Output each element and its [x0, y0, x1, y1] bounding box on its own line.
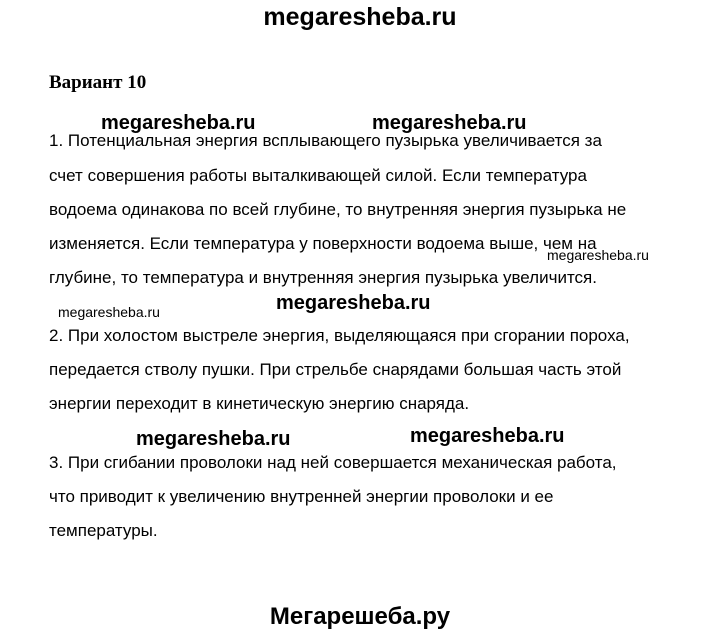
answer-3-line-3: температуры. — [49, 521, 158, 540]
answer-1-line-3: водоема одинакова по всей глубине, то внутренняя энергия пузырька не — [49, 200, 627, 219]
watermark: megaresheba.ru — [136, 428, 291, 450]
watermark: megaresheba.ru — [372, 112, 527, 134]
answer-2-line-1: 2. При холостом выстреле энергия, выделяющаяся при сгорании пороха, — [49, 326, 630, 345]
answer-3-line-1: 3. При сгибании проволоки над ней совершается механическая работа, — [49, 453, 617, 472]
watermark: megaresheba.ru — [276, 292, 431, 314]
answer-3-line-2: что приводит к увеличению внутренней энергии проволоки и ее — [49, 487, 554, 506]
watermark: megaresheba.ru — [410, 425, 565, 447]
site-footer-logo: Мегарешеба.ру — [269, 603, 451, 630]
site-header-logo: megaresheba.ru — [263, 3, 457, 31]
watermark: megaresheba.ru — [58, 304, 160, 320]
answer-1-line-5: глубине, то температура и внутренняя энергия пузырька увеличится. — [49, 268, 597, 287]
watermark: megaresheba.ru — [101, 112, 256, 134]
answer-1-line-1: 1. Потенциальная энергия всплывающего пузырька увеличивается за — [49, 131, 602, 150]
answer-1-line-4: изменяется. Если температура у поверхности водоема выше, чем на — [49, 234, 597, 253]
watermark: megaresheba.ru — [547, 247, 649, 263]
variant-title: Вариант 10 — [49, 72, 147, 93]
answer-2-line-3: энергии переходит в кинетическую энергию снаряда. — [49, 394, 470, 413]
answer-1-line-2: счет совершения работы выталкивающей силой. Если температура — [49, 166, 587, 185]
answer-2-line-2: передается стволу пушки. При стрельбе снарядами большая часть этой — [49, 360, 622, 379]
